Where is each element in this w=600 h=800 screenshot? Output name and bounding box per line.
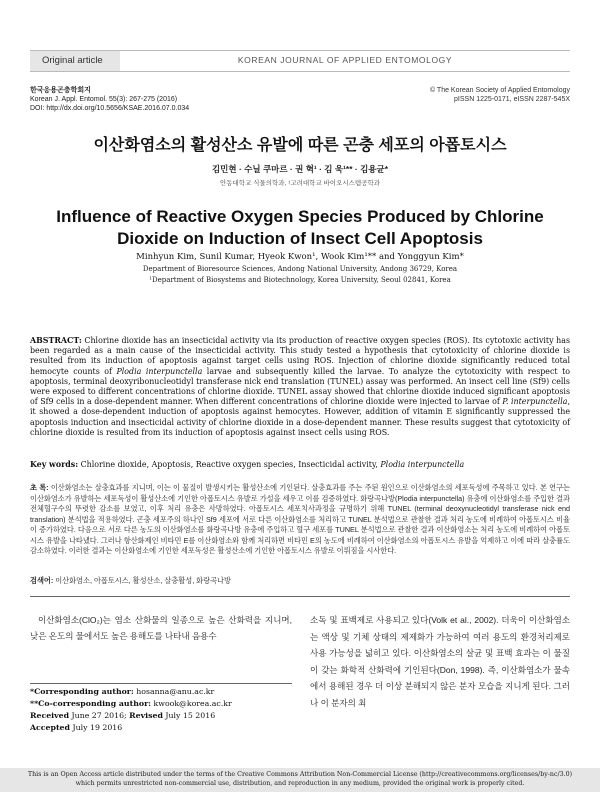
keywords-label: Key words: [30,460,79,469]
affiliation-english-2: ¹Department of Biosystems and Biotechnology, Korea University, Seoul 02841, Korea [149,276,451,284]
journal-name: KOREAN JOURNAL OF APPLIED ENTOMOLOGY [237,55,453,65]
citation: Korean J. Appl. Entomol. 55(3): 267-275 (2016) [30,96,178,103]
revised-label: Revised [129,711,163,720]
authors-korean: 김민현 · 수닐 쿠마르 · 권 혁¹ · 김 욱¹** · 김용균* [211,164,389,174]
affiliation-english-1: Department of Bioresource Sciences, Andong National University, Andong 36729, Korea [142,265,458,273]
accepted-label: Accepted [30,723,70,732]
abstract [30,336,570,438]
abstract-species-1: Plodia interpunctella [116,366,203,376]
keywords-species: Plodia interpunctella [380,460,465,469]
affiliation-korean: 안동대학교 식물의학과, ¹고려대학교 바이오시스템공학과 [219,180,381,187]
abstract-text-1: Chlorine dioxide has an insecticidal activity via its production of reactive oxygen species (ROS). Its cytotoxic activity has been regarded as a main cause of the insecticidal activity. This study tested a hypothesis that cytotoxicity of chlorine dioxide is resulted from its induction of apoptosis against target cells using ROS. Injection of chlorine dioxide significantly reduced total hemocyte counts of [30,336,570,376]
license-footer [0,768,600,792]
korean-keywords-text: 이산화염소, 아폽토시스, 활성산소, 살충활성, 화랑곡나방 [53,576,231,585]
dates-received-revised [30,710,292,722]
keywords [30,460,570,469]
received-date: June 27 2016; [69,711,130,720]
journal-header [30,50,570,72]
keywords-text: Chlorine dioxide, Apoptosis, Reactive oxygen species, Insecticidal activity, [78,460,381,469]
title-english: Influence of Reactive Oxygen Species Produced by Chlorine Dioxide on Induction of Insect Cell Apoptosis [56,207,544,248]
korean-abstract [30,483,570,557]
journal-korean-name: 한국응용곤충학회지 [30,87,91,94]
copyright: © The Korean Society of Applied Entomology [429,87,570,94]
date-accepted [30,722,292,734]
korean-keywords [30,576,231,586]
license-text: This is an Open Access article distributed under the terms of the Creative Commons Attribution Non-Commercial License (http://creativecommons.org/licenses/by-nc/3.0) which permits unrestricted non-commercial use, distribution, and reproduction in any medium, provided the original work is properly cited. [27,771,573,787]
korean-abstract-text: 이산화염소는 살충효과를 지니며, 이는 이 물질이 발생시키는 활성산소에 기인된다. 살충효과를 주는 주된 원인으로 이산화염소의 세포독성에 주목하고 있다. 본 연구는 이산화염소가 유발하는 세포독성이 활성산소에 기인한 아폽토시스 유발로 가설을 세우고 이를 검증하였다. 화랑곡나방(Plodia interpunctella) 유충에 이산화염소를 주입한 결과 전체혈구수의 뚜렷한 감소를 보였고, 이후 처리 유충은 사망하였다. 아폽토시스 세포치사과정을 규명하기 위해 TUNEL (terminal deoxynucleotidyl transferase nick end translation) 분석법을 적용하였다. 곤충 세포주의 하나인 Sf9 세포에 서로 다른 이산화염소를 처리하고 TUNEL 분석법으로 관찰한 결과 처리 농도에 비례하여 아폽토시스 비율이 증가하였다. 다음으로 서로 다른 농도의 이산화염소를 화랑곡나방 유충에 주입하고 혈구 세포를 TUNEL 분석법으로 관찰한 결과 이산화염소는 처리 농도에 비례하여 아폽토시스 유발을 나타냈다. 그러나 항산화제인 비타민 E를 이산화염소와 함께 처리하면 비타민 E의 농도에 비례하여 이산화염소의 아폽토시스 유발을 억제하고 이에 따라 살충률도 감소하였다. 이러한 결과는 이산화염소에 기인한 세포독성은 활성산소에 기인한 아폽토시스 유발로 이뤄짐을 시사한다. [30,483,570,555]
abstract-label: ABSTRACT: [30,336,82,345]
revised-date: July 15 2016 [162,711,216,720]
abstract-species-2: P. interpunctella [502,397,568,407]
title-korean: 이산화염소의 활성산소 유발에 따른 곤충 세포의 아폽토시스 [93,137,507,154]
article-type-label: Original article [42,55,103,66]
doi-link[interactable]: DOI: http://dx.doi.org/10.5656/KSAE.2016.07.0.034 [30,105,190,112]
korean-abstract-label: 초 록: [30,483,49,492]
authors-english: Minhyun Kim, Sunil Kumar, Hyeok Kwon¹, Wook Kim¹** and Yonggyun Kim* [136,252,464,262]
corresponding-label: *Corresponding author: [30,687,134,696]
section-divider [30,596,570,597]
co-corresponding-label: **Co-corresponding author: [30,699,152,708]
corresponding-email[interactable]: hosanna@anu.ac.kr [133,687,215,696]
body-column-1: 이산화염소(ClO₂)는 염소 산화물의 일종으로 높은 산화력을 지니며, 낮은 온도의 물에서도 높은 용해도를 나타내 음용수 [30,615,292,641]
copyright-block [430,86,570,104]
issn: pISSN 1225-0171, eISSN 2287-545X [454,96,570,103]
abstract-text-2: larvae and subsequently killed the larvae. To analyze the cytotoxicity with respect to apoptosis, terminal deoxyribonucleotidyl transferase nick end translation (TUNEL) assay was performed. An insect cell line (Sf9) cells were exposed to different concentrations of chlorine dioxide. TUNEL assay showed that chlorine dioxide induced significant apoptosis of Sf9 cells in a dose-dependent manner. When different concentrations of chlorine dioxide were injected to larvae of [30,366,570,407]
co-corresponding-email[interactable]: kwook@korea.ac.kr [151,699,232,708]
abstract-text-3: , it showed a dose-dependent induction of apoptosis against hemocytes. However, addition of vitamin E significantly suppressed the apoptosis induction and insecticidal activity of chlorine dioxide in a dose-dependent manner. These results suggest that cytotoxicity of chlorine dioxide is resulted from its induction of apoptosis against insect cells using ROS. [30,397,570,437]
accepted-date: July 19 2016 [69,723,123,732]
received-label: Received [30,711,70,720]
corresponding-author [30,686,292,698]
citation-block [30,86,189,113]
body-column-2: 소독 및 표백제로 사용되고 있다(Volk et al., 2002). 더욱이 이산화염소는 액상 및 기체 상태의 제제화가 가능하여 여러 용도의 환경처리제로 사용 가능성을 넓히고 있다. 이산화염소의 살균 및 표백 효과는 이 물질이 갖는 화학적 산화력에 기인된다(Don, 1998). 즉, 이산화염소가 물속에서 용해된 경우 더 이상 분해되지 않은 분자 모습을 지니게 된다. 그러나 이 분자의 최 [310,615,570,708]
article-type-tag [30,51,120,71]
footnotes [30,683,292,734]
korean-keywords-label: 검색어: [30,576,54,585]
co-corresponding-author [30,698,292,710]
